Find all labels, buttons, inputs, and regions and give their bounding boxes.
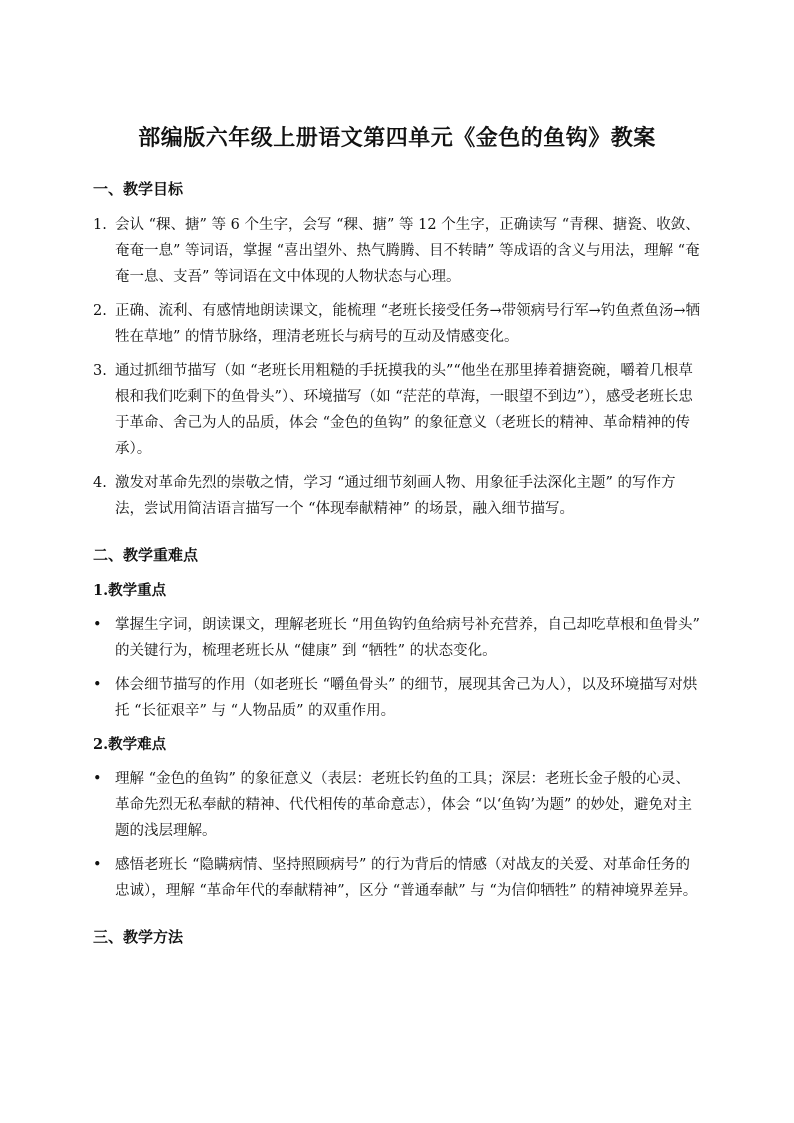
- bullet-icon: •: [93, 771, 102, 787]
- goal-item-1: [93, 212, 703, 290]
- goal-text: 正确、流利、有感情地朗读课文，能梳理 “老班长接受任务→带领病号行军→钓鱼煮鱼汤→牺牲在草地” 的情节脉络，理清老班长与病号的互动及情感变化。: [115, 303, 700, 345]
- difficult-point-text: 理解 “金色的鱼钩” 的象征意义（表层：老班长钓鱼的工具；深层：老班长金子般的心灵、革命先烈无私奉献的精神、代代相传的革命意志），体会 “以‘鱼钩’为题” 的妙处，避免对主题的浅层理解。: [115, 771, 693, 839]
- goal-number: 3.: [93, 363, 107, 379]
- goal-text: 激发对革命先烈的崇敬之情，学习 “通过细节刻画人物、用象征手法深化主题” 的写作方法，尝试用简洁语言描写一个 “体现奉献精神” 的场景，融入细节描写。: [115, 475, 676, 517]
- key-point-text: 体会细节描写的作用（如老班长 “嚼鱼骨头” 的细节，展现其舍己为人），以及环境描写对烘托 “长征艰辛” 与 “人物品质” 的双重作用。: [115, 677, 698, 719]
- goal-item-3: [93, 358, 703, 462]
- goal-number: 4.: [93, 475, 107, 491]
- goal-item-2: [93, 298, 703, 350]
- subheading-difficult-points: 2.教学难点: [93, 736, 167, 753]
- goal-number: 1.: [93, 217, 107, 233]
- section-heading-key-difficult-points: 二、教学重难点: [93, 546, 199, 564]
- key-point-text: 掌握生字词，朗读课文，理解老班长 “用鱼钩钓鱼给病号补充营养，自己却吃草根和鱼骨头” 的关键行为，梳理老班长从 “健康” 到 “牺牲” 的状态变化。: [115, 617, 700, 659]
- key-point-item-2: [93, 672, 703, 724]
- subheading-key-points: 1.教学重点: [93, 582, 167, 599]
- difficult-point-text: 感悟老班长 “隐瞒病情、坚持照顾病号” 的行为背后的情感（对战友的关爱、对革命任务的忠诚），理解 “革命年代的奉献精神”，区分 “普通奉献” 与 “为信仰牺牲” 的精神境界差异。: [115, 857, 698, 899]
- goal-item-4: [93, 470, 703, 522]
- goal-text: 通过抓细节描写（如 “老班长用粗糙的手抚摸我的头”“他坐在那里捧着搪瓷碗，嚼着几根草根和我们吃剩下的鱼骨头”）、环境描写（如 “茫茫的草海，一眼望不到边”），感受老班长忠于革命、舍己为人的品质，体会 “金色的鱼钩” 的象征意义（老班长的精神、革命精神的传承）。: [115, 363, 693, 457]
- bullet-icon: •: [93, 857, 102, 873]
- bullet-icon: •: [93, 677, 102, 693]
- goal-number: 2.: [93, 303, 107, 319]
- section-heading-teaching-methods: 三、教学方法: [93, 928, 184, 946]
- goal-text: 会认 “稞、搪” 等 6 个生字，会写 “稞、搪” 等 12 个生字，正确读写 “青稞、搪瓷、收敛、奄奄一息” 等词语，掌握 “喜出望外、热气腾腾、目不转睛” 等成语的含义与用法，理解 “奄奄一息、支吾” 等词语在文中体现的人物状态与心理。: [115, 217, 700, 285]
- document-title: 部编版六年级上册语文第四单元《金色的鱼钩》教案: [138, 125, 656, 151]
- difficult-point-item-2: [93, 852, 703, 904]
- bullet-icon: •: [93, 617, 102, 633]
- document-body: [93, 176, 703, 960]
- key-point-item-1: [93, 612, 703, 664]
- difficult-point-item-1: [93, 766, 703, 844]
- section-heading-teaching-goals: 一、教学目标: [93, 180, 184, 198]
